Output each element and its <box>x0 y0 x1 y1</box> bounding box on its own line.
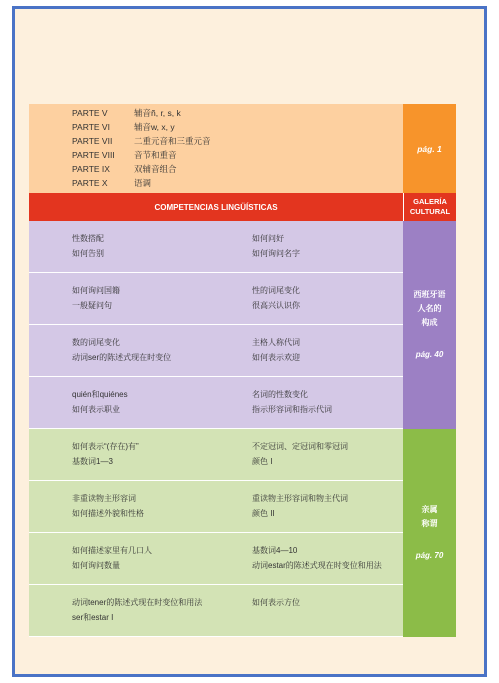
header-row <box>29 193 451 221</box>
part-desc: 音节和重音 <box>134 150 177 160</box>
topic-col-2 <box>252 439 348 469</box>
topic-item: 重读物主形容词和物主代词 <box>252 494 348 503</box>
culture-title-line: 构成 <box>421 318 438 327</box>
topic-item: 一般疑问句 <box>72 301 112 310</box>
culture-title-line: 亲属 <box>421 505 438 514</box>
page-number: pág. 70 <box>415 551 444 560</box>
topic-col-1 <box>72 387 128 417</box>
parts-section <box>29 104 444 193</box>
topic-item: 性数搭配 <box>72 234 104 243</box>
unit-green-section <box>29 429 444 637</box>
parts-page-ref[interactable] <box>403 104 456 193</box>
culture-title-line: 人名的 <box>417 304 442 313</box>
topic-item: 基数词4—10 <box>252 546 298 555</box>
part-row <box>72 106 181 120</box>
part-desc: 语调 <box>134 178 152 188</box>
topic-block <box>29 221 403 273</box>
part-desc: 二重元音和三重元音 <box>134 136 211 146</box>
part-desc: 辅音ñ, r, s, k <box>134 108 181 118</box>
competencias-header <box>29 193 403 221</box>
topic-item: 数的词尾变化 <box>72 338 120 347</box>
topic-item: 如何表示职业 <box>72 405 120 414</box>
page-number: pág. 1 <box>417 143 442 154</box>
topic-item: 如何询问名字 <box>252 249 300 258</box>
topic-col-1 <box>72 439 139 469</box>
topic-col-1 <box>72 335 171 365</box>
topic-item: 非重读物主形容词 <box>72 494 136 503</box>
green-culture-ref[interactable] <box>403 429 456 637</box>
page-number: pág. 40 <box>415 350 444 359</box>
unit-purple-section <box>29 221 444 429</box>
contents-table <box>29 104 451 637</box>
part-row <box>72 162 177 176</box>
topic-item: 如何告别 <box>72 249 104 258</box>
topic-item: 指示形容词和指示代词 <box>252 405 332 414</box>
topic-col-1 <box>72 491 144 521</box>
topic-item: quién和quiénes <box>72 390 128 399</box>
part-name: PARTE VIII <box>72 150 115 160</box>
topic-item: 很高兴认识你 <box>252 301 300 310</box>
topic-block <box>29 377 403 429</box>
parts-list <box>29 104 403 193</box>
topic-item: ser和estar I <box>72 613 114 622</box>
galeria-title-line2: CULTURAL <box>409 207 451 216</box>
topic-item: 不定冠词、定冠词和零冠词 <box>252 442 348 451</box>
part-row <box>72 176 151 190</box>
topic-item: 动词ser的陈述式现在时变位 <box>72 353 172 362</box>
topic-item: 主格人称代词 <box>252 338 300 347</box>
topic-col-2 <box>252 387 332 417</box>
topic-col-1 <box>72 595 202 625</box>
topic-block <box>29 325 403 377</box>
part-name: PARTE V <box>72 108 108 118</box>
topic-block <box>29 273 403 325</box>
topic-col-2 <box>252 543 382 573</box>
page-frame <box>12 6 487 677</box>
part-row <box>72 134 211 148</box>
part-name: PARTE VII <box>72 136 113 146</box>
topic-block <box>29 481 403 533</box>
competencias-title: COMPETENCIAS LINGÜÍSTICAS <box>154 202 278 212</box>
topic-item: 动词tener的陈述式现在时变位和用法 <box>72 598 203 607</box>
topic-item: 名词的性数变化 <box>252 390 308 399</box>
part-row <box>72 148 177 162</box>
topic-item: 如何描述家里有几口人 <box>72 546 152 555</box>
part-desc: 双辅音组合 <box>134 164 177 174</box>
topic-block <box>29 533 403 585</box>
part-name: PARTE VI <box>72 122 110 132</box>
topic-col-2 <box>252 283 300 313</box>
topic-item: 颜色 II <box>252 509 275 518</box>
topic-item: 如何问好 <box>252 234 284 243</box>
purple-culture-ref[interactable] <box>403 221 456 429</box>
topic-item: 如何询问数量 <box>72 561 120 570</box>
culture-title-line: 西班牙语 <box>413 290 446 299</box>
topic-item: 如何描述外貌和性格 <box>72 509 144 518</box>
purple-topics <box>29 221 403 429</box>
green-topics <box>29 429 403 637</box>
part-name: PARTE X <box>72 178 108 188</box>
galeria-title-line1: GALERÍA <box>413 197 447 206</box>
topic-col-2 <box>252 491 348 521</box>
topic-block <box>29 429 403 481</box>
topic-col-2 <box>252 595 300 610</box>
topic-item: 基数词1—3 <box>72 457 113 466</box>
topic-item: 如何表示“(存在)有” <box>72 442 139 451</box>
topic-item: 颜色 I <box>252 457 273 466</box>
topic-item: 动词estar的陈述式现在时变位和用法 <box>252 561 382 570</box>
topic-item: 如何表示方位 <box>252 598 300 607</box>
culture-title-line: 称谓 <box>421 519 438 528</box>
topic-item: 性的词尾变化 <box>252 286 300 295</box>
part-row <box>72 120 175 134</box>
part-desc: 辅音w, x, y <box>134 122 175 132</box>
topic-block <box>29 585 403 637</box>
part-name: PARTE IX <box>72 164 110 174</box>
topic-col-1 <box>72 283 120 313</box>
topic-col-1 <box>72 231 104 261</box>
topic-col-2 <box>252 335 300 365</box>
topic-item: 如何询问国籍 <box>72 286 120 295</box>
topic-item: 如何表示欢迎 <box>252 353 300 362</box>
topic-col-2 <box>252 231 300 261</box>
galeria-header <box>403 193 456 221</box>
topic-col-1 <box>72 543 152 573</box>
